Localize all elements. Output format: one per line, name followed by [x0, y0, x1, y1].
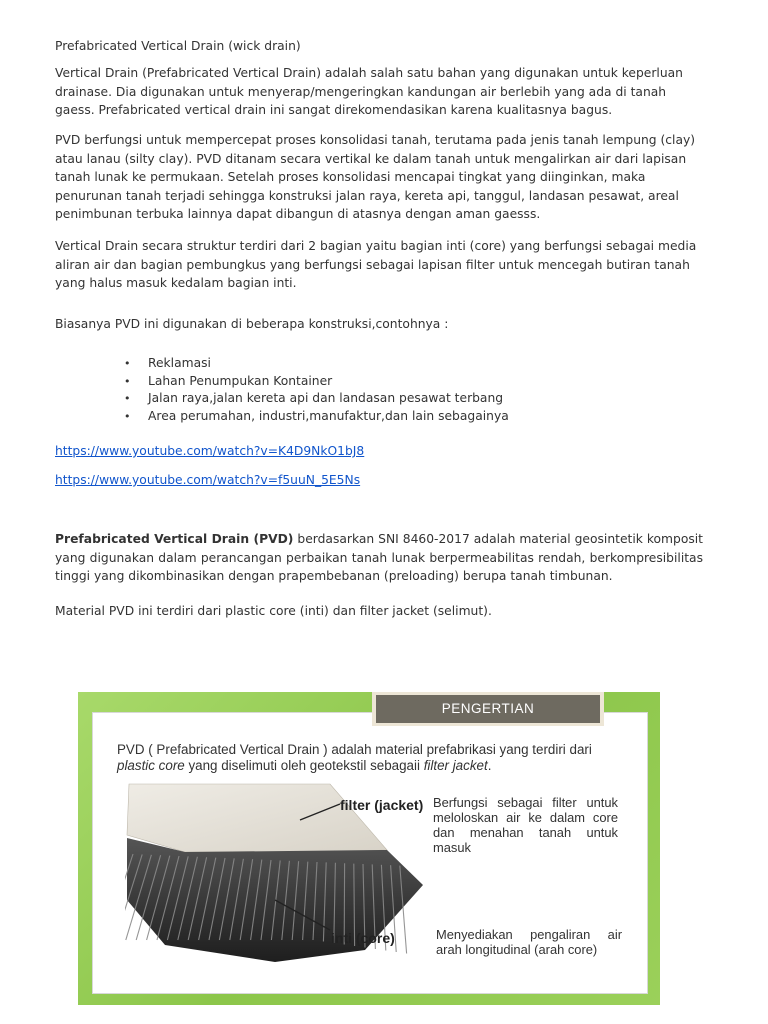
definition-text: .	[487, 758, 492, 773]
definition-text: PVD ( Prefabricated Vertical Drain ) adalah material prefabrikasi yang terdiri dari	[117, 742, 592, 757]
sni-definition-text: berdasarkan SNI 8460-2017 adalah material geosintetik komposit yang digunakan dalam perancangan perbaikan tanah lunak berpermeabilitas rendah, berkompresibilitas tinggi yang dikombinasikan dengan prapembebanan (preloading) berupa tanah timbunan.	[55, 532, 703, 583]
core-label: inti (core)	[331, 930, 395, 946]
definition-term-jacket: filter jacket	[423, 758, 488, 773]
list-item: • Jalan raya,jalan kereta api dan landasan pesawat terbang	[122, 390, 509, 408]
paragraph-structure: Vertical Drain secara struktur terdiri dari 2 bagian yaitu bagian inti (core) yang berfungsi sebagai media aliran air dan bagian pembungkus yang berfungsi sebagai lapisan filter untuk mencegah butiran tanah yang halus masuk kedalam bagian inti.	[55, 239, 697, 290]
pvd-term: Prefabricated Vertical Drain (PVD)	[55, 532, 294, 546]
paragraph-function: PVD berfungsi untuk mempercepat proses konsolidasi tanah, terutama pada jenis tanah lempung (clay) atau lanau (silty clay). PVD ditanam secara vertikal ke dalam tanah untuk mengalirkan air dari lapisan tanah lunak ke permukaan. Setelah proses konsolidasi mencapai tingkat yang diinginkan, maka penurunan tanah terjadi sehingga konstruksi jalan raya, kereta api, tanggul, landasan pesawat, areal penimbunan terbuka lainnya dapat dibangun di atasnya dengan aman gaesss.	[55, 133, 696, 221]
list-item: • Area perumahan, industri,manufaktur,dan lain sebagainya	[122, 408, 509, 426]
filter-jacket-shape	[127, 784, 387, 852]
paragraph-sni-definition	[55, 530, 703, 586]
youtube-link-1[interactable]: https://www.youtube.com/watch?v=K4D9NkO1bJ8	[55, 444, 365, 458]
definition-text: yang diselimuti oleh geotekstil sebagaii	[184, 758, 424, 773]
usage-list	[122, 355, 509, 425]
slide-definition	[117, 742, 627, 774]
list-item: • Lahan Penumpukan Kontainer	[122, 373, 509, 391]
youtube-link-2[interactable]: https://www.youtube.com/watch?v=f5uuN_5E5Ns	[55, 473, 361, 487]
core-description: Menyediakan pengaliran air arah longitudinal (arah core)	[436, 927, 622, 957]
slide-tab-title: PENGERTIAN	[376, 695, 600, 723]
paragraph-material: Material PVD ini terdiri dari plastic core (inti) dan filter jacket (selimut).	[55, 604, 492, 618]
definition-term-core: plastic core	[117, 758, 185, 773]
list-item: • Reklamasi	[122, 355, 509, 373]
paragraph-usage: Biasanya PVD ini digunakan di beberapa konstruksi,contohnya :	[55, 317, 449, 331]
filter-jacket-label: filter (jacket)	[340, 797, 424, 813]
paragraph-intro: Vertical Drain (Prefabricated Vertical Drain) adalah salah satu bahan yang digunakan untuk keperluan drainase. Dia digunakan untuk menyerap/mengeringkan kandungan air berlebih yang ada di tanah gaess. Prefabricated vertical drain ini sangat direkomendasikan karena kualitasnya bagus.	[55, 66, 683, 117]
slide-tab	[372, 692, 604, 726]
filter-description: Berfungsi sebagai filter untuk meloloskan air ke dalam core dan menahan tanah untuk masuk	[433, 795, 618, 855]
document-title: Prefabricated Vertical Drain (wick drain)	[55, 39, 301, 53]
